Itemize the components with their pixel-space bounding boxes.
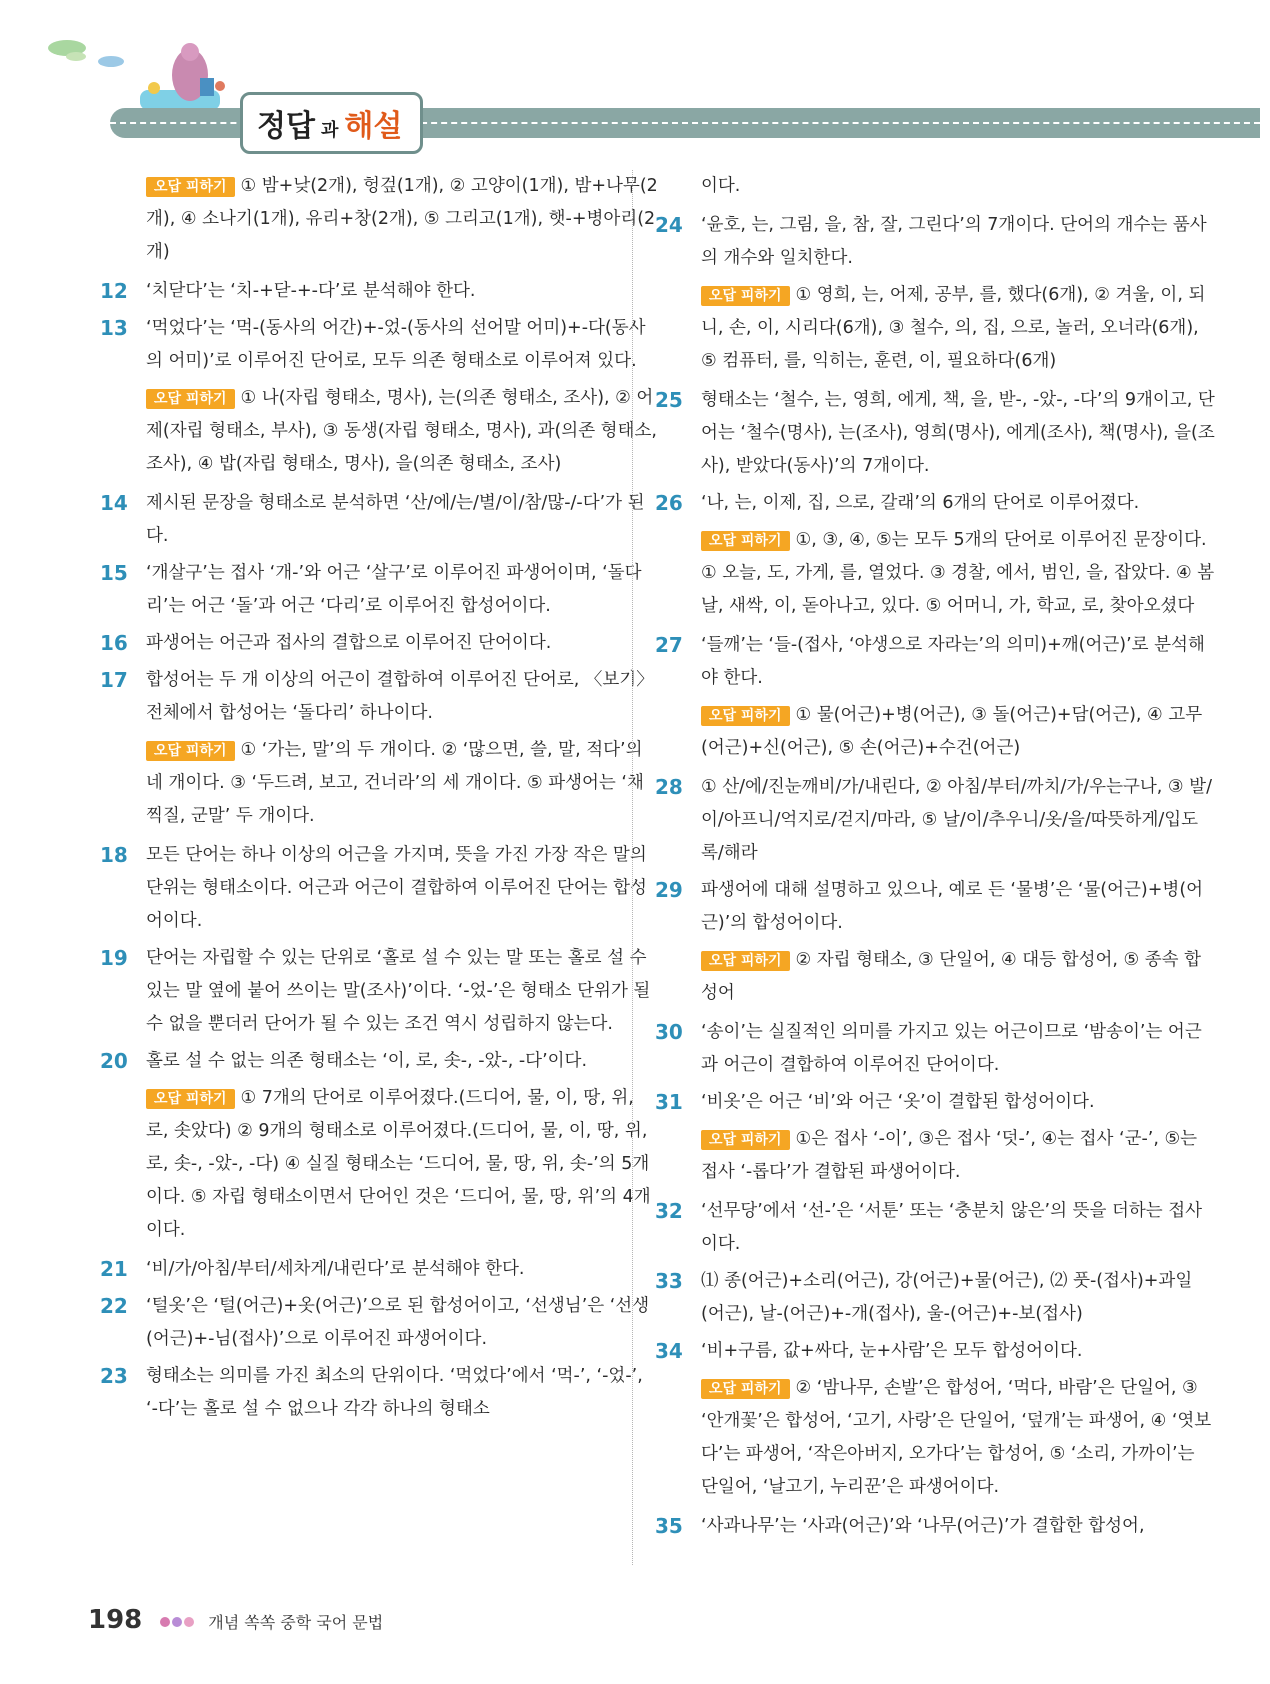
section-title (240, 92, 423, 154)
wrong-answer-note (655, 524, 1215, 623)
item-text: ① 영희, 는, 어제, 공부, 를, 했다(6개), ② 겨울, 이, 되니, 손, 이, 시리다(6개), ③ 철수, 의, 집, 으로, 놀러, 오너라(6개), ⑤ 컴퓨터, 를, 익히는, 훈련, 이, 필요하다(6개) (701, 285, 1206, 371)
item-number: 21 (100, 1257, 128, 1281)
page-footer (88, 1605, 383, 1635)
wrong-answer-note (655, 279, 1215, 378)
item-number: 26 (655, 491, 683, 515)
answer-item (655, 487, 1215, 520)
answer-item (655, 771, 1215, 870)
page-number: 198 (88, 1605, 143, 1635)
item-text: 제시된 문장을 형태소로 분석하면 ‘산/에/는/별/이/참/많-/-다’가 된다. (146, 493, 645, 546)
book-title: 개념 쏙쏙 중학 국어 문법 (208, 1613, 384, 1632)
answer-item (100, 627, 660, 660)
item-text: ‘나, 는, 이제, 집, 으로, 갈래’의 6개의 단어로 이루어졌다. (701, 493, 1140, 513)
item-text: 단어는 자립할 수 있는 단위로 ‘홀로 설 수 있는 말 또는 홀로 설 수 있는 말 옆에 붙어 쓰이는 말(조사)’이다. ‘-었-’은 형태소 단위가 될 수 없을 뿐더러 단어가 될 수 있는 조건 역시 성립하지 않는다. (146, 948, 651, 1034)
item-text: 파생어는 어근과 접사의 결합으로 이루어진 단어이다. (146, 633, 552, 653)
item-number: 24 (655, 213, 683, 237)
answer-item (655, 629, 1215, 695)
wrong-answer-note (100, 170, 660, 269)
item-text: ‘개살구’는 접사 ‘개-’와 어근 ‘살구’로 이루어진 파생어이며, ‘돌다리’는 어근 ‘돌’과 어근 ‘다리’로 이루어진 합성어이다. (146, 563, 642, 616)
item-text: ‘선무당’에서 ‘선-’은 ‘서툰’ 또는 ‘충분치 않은’의 뜻을 더하는 접사이다. (701, 1201, 1203, 1254)
item-text: 모든 단어는 하나 이상의 어근을 가지며, 뜻을 가진 가장 작은 말의 단위는 형태소이다. 어근과 어근이 결합하여 이루어진 단어는 합성어이다. (146, 845, 647, 931)
answer-item (655, 209, 1215, 275)
answer-item (655, 1265, 1215, 1331)
item-text: ‘털옷’은 ‘털(어근)+옷(어근)’으로 된 합성어이고, ‘선생님’은 ‘선생(어근)+-님(접사)’으로 이루어진 파생어이다. (146, 1296, 650, 1349)
item-number: 34 (655, 1339, 683, 1363)
item-text: ② 자립 형태소, ③ 단일어, ④ 대등 합성어, ⑤ 종속 합성어 (701, 950, 1202, 1003)
item-number: 19 (100, 946, 128, 970)
title-connector: 과 (320, 120, 339, 141)
left-column (100, 170, 660, 1430)
item-number: 14 (100, 491, 128, 515)
answer-item (655, 1335, 1215, 1368)
item-number: 12 (100, 279, 128, 303)
item-text: 형태소는 ‘철수, 는, 영희, 에게, 책, 을, 받-, -았-, -다’의 9개이고, 단어는 ‘철수(명사), 는(조사), 영희(명사), 에게(조사), 책(명사), 을(조사), 받았다(동사)’의 7개이다. (701, 390, 1215, 476)
answer-item (100, 1045, 660, 1078)
wrong-answer-badge: 오답 피하기 (146, 389, 235, 409)
item-text: ① 물(어근)+병(어근), ③ 돌(어근)+담(어근), ④ 고무(어근)+신(어근), ⑤ 손(어근)+수건(어근) (701, 705, 1203, 758)
item-number: 25 (655, 388, 683, 412)
item-number: 31 (655, 1090, 683, 1114)
item-text: ‘비+구름, 값+싸다, 눈+사람’은 모두 합성어이다. (701, 1341, 1083, 1361)
wrong-answer-badge: 오답 피하기 (146, 741, 235, 761)
item-text: ①은 접사 ‘-이’, ③은 접사 ‘덧-’, ④는 접사 ‘군-’, ⑤는 접사 ‘-롭다’가 결합된 파생어이다. (701, 1129, 1198, 1182)
item-number: 27 (655, 633, 683, 657)
answer-item (100, 839, 660, 938)
answer-item (100, 557, 660, 623)
item-text: ①, ③, ④, ⑤는 모두 5개의 단어로 이루어진 문장이다. ① 오늘, 도, 가게, 를, 열었다. ③ 경찰, 에서, 범인, 을, 잡았다. ④ 봄날, 새싹, 이, 돋아나고, 있다. ⑤ 어머니, 가, 학교, 로, 찾아오셨다 (701, 530, 1215, 616)
item-text: ‘비/가/아침/부터/세차게/내린다’로 분석해야 한다. (146, 1259, 525, 1279)
item-text: ‘송이’는 실질적인 의미를 가지고 있는 어근이므로 ‘밤송이’는 어근과 어근이 결합하여 이루어진 단어이다. (701, 1022, 1202, 1075)
answer-item (100, 942, 660, 1041)
answer-item (100, 664, 660, 730)
item-text: ‘먹었다’는 ‘먹-(동사의 어간)+-었-(동사의 선어말 어미)+-다(동사의 어미)’로 이루어진 단어로, 모두 의존 형태소로 이루어져 있다. (146, 318, 646, 371)
item-number: 20 (100, 1049, 128, 1073)
answer-item (655, 384, 1215, 483)
wrong-answer-note (655, 1123, 1215, 1189)
wrong-answer-badge: 오답 피하기 (701, 1130, 790, 1150)
item-number: 32 (655, 1199, 683, 1223)
item-number: 23 (100, 1364, 128, 1388)
footer-dots-icon (159, 1616, 195, 1628)
answer-item (100, 312, 660, 378)
title-accent: 해설 (344, 109, 403, 144)
answer-item (655, 1510, 1215, 1543)
wrong-answer-badge: 오답 피하기 (146, 1089, 235, 1109)
item-number: 16 (100, 631, 128, 655)
wrong-answer-note (100, 382, 660, 481)
item-text: ‘비옷’은 어근 ‘비’와 어근 ‘옷’이 결합된 합성어이다. (701, 1092, 1095, 1112)
wrong-answer-note (655, 1372, 1215, 1504)
item-text: 홀로 설 수 없는 의존 형태소는 ‘이, 로, 솟-, -았-, -다’이다. (146, 1051, 588, 1071)
item-text: ⑴ 종(어근)+소리(어근), 강(어근)+물(어근), ⑵ 풋-(접사)+과일(어근), 날-(어근)+-개(접사), 울-(어근)+-보(접사) (701, 1271, 1193, 1324)
item-text: ② ‘밤나무, 손발’은 합성어, ‘먹다, 바람’은 단일어, ③ ‘안개꽃’은 합성어, ‘고기, 사랑’은 단일어, ‘덮개’는 파생어, ④ ‘엿보다’는 파생어, ‘작은아버지, 오가다’는 합성어, ⑤ ‘소리, 가까이’는 단일어, ‘날고기, 누리꾼’은 파생어이다. (701, 1378, 1212, 1497)
answer-item (100, 1360, 660, 1426)
wrong-answer-note (655, 699, 1215, 765)
item-number: 30 (655, 1020, 683, 1044)
wrong-answer-badge: 오답 피하기 (701, 951, 790, 971)
answer-item (655, 1195, 1215, 1261)
title-main: 정답 (257, 109, 315, 144)
column-divider (632, 170, 633, 1565)
wrong-answer-note (100, 1082, 660, 1247)
item-text: ① 밤+낮(2개), 헝겊(1개), ② 고양이(1개), 밤+나무(2개), ④ 소나기(1개), 유리+창(2개), ⑤ 그리고(1개), 햇-+병아리(2개) (146, 176, 658, 262)
wrong-answer-badge: 오답 피하기 (701, 1379, 790, 1399)
item-number: 17 (100, 668, 128, 692)
answer-item (655, 1016, 1215, 1082)
item-text: 파생어에 대해 설명하고 있으나, 예로 든 ‘물병’은 ‘물(어근)+병(어근)’의 합성어이다. (701, 880, 1204, 933)
item-text: ① ‘가는, 말’의 두 개이다. ② ‘많으면, 쓸, 말, 적다’의 네 개이다. ③ ‘두드려, 보고, 건너라’의 세 개이다. ⑤ 파생어는 ‘채찍질, 군말’ 두 개이다. (146, 740, 644, 826)
item-number: 22 (100, 1294, 128, 1318)
cloud-icon (66, 52, 86, 61)
item-number: 28 (655, 775, 683, 799)
item-number: 15 (100, 561, 128, 585)
item-text: ‘사과나무’는 ‘사과(어근)’와 ‘나무(어근)’가 결합한 합성어, (701, 1516, 1145, 1536)
wrong-answer-note (655, 944, 1215, 1010)
item-text: 합성어는 두 개 이상의 어근이 결합하여 이루어진 단어로, 〈보기〉 전체에서 합성어는 ‘돌다리’ 하나이다. (146, 670, 654, 723)
answer-item (100, 1253, 660, 1286)
item-number: 33 (655, 1269, 683, 1293)
answer-item (100, 1290, 660, 1356)
right-column (655, 170, 1215, 1547)
item-text: ‘윤호, 는, 그림, 을, 참, 잘, 그린다’의 7개이다. 단어의 개수는 품사의 개수와 일치한다. (701, 215, 1207, 268)
item-text: 형태소는 의미를 가진 최소의 단위이다. ‘먹었다’에서 ‘먹-’, ‘-었-’, ‘-다’는 홀로 설 수 없으나 각각 하나의 형태소 (146, 1366, 643, 1419)
wrong-answer-badge: 오답 피하기 (701, 286, 790, 306)
answer-item (100, 487, 660, 553)
continued-text (655, 170, 1215, 203)
answer-item (100, 275, 660, 308)
item-text: ‘치닫다’는 ‘치-+닫-+-다’로 분석해야 한다. (146, 281, 476, 301)
item-number: 18 (100, 843, 128, 867)
item-number: 13 (100, 316, 128, 340)
wrong-answer-note (100, 734, 660, 833)
wrong-answer-badge: 오답 피하기 (701, 531, 790, 551)
item-text: ‘들깨’는 ‘들-(접사, ‘야생으로 자라는’의 의미)+깨(어근)’로 분석해야 한다. (701, 635, 1205, 688)
wrong-answer-badge: 오답 피하기 (701, 706, 790, 726)
item-number: 35 (655, 1514, 683, 1538)
item-text: 이다. (701, 176, 741, 196)
wrong-answer-badge: 오답 피하기 (146, 177, 235, 197)
item-text: ① 7개의 단어로 이루어졌다.(드디어, 물, 이, 땅, 위, 로, 솟았다) ② 9개의 형태소로 이루어졌다.(드디어, 물, 이, 땅, 위, 로, 솟-, -았-, -다) ④ 실질 형태소는 ‘드디어, 물, 땅, 위, 솟-’의 5개이다. ⑤ 자립 형태소이면서 단어인 것은 ‘드디어, 물, 땅, 위’의 4개이다. (146, 1088, 651, 1240)
page-header (0, 0, 1270, 150)
answer-item (655, 1086, 1215, 1119)
item-number: 29 (655, 878, 683, 902)
item-text: ① 산/에/진눈깨비/가/내린다, ② 아침/부터/까치/가/우는구나, ③ 발/이/아프니/억지로/걷지/마라, ⑤ 날/이/추우니/옷/을/따뜻하게/입도록/해라 (701, 777, 1212, 863)
item-text: ① 나(자립 형태소, 명사), 는(의존 형태소, 조사), ② 어제(자립 형태소, 부사), ③ 동생(자립 형태소, 명사), 과(의존 형태소, 조사), ④ 밥(자립 형태소, 명사), 을(의존 형태소, 조사) (146, 388, 657, 474)
answer-item (655, 874, 1215, 940)
